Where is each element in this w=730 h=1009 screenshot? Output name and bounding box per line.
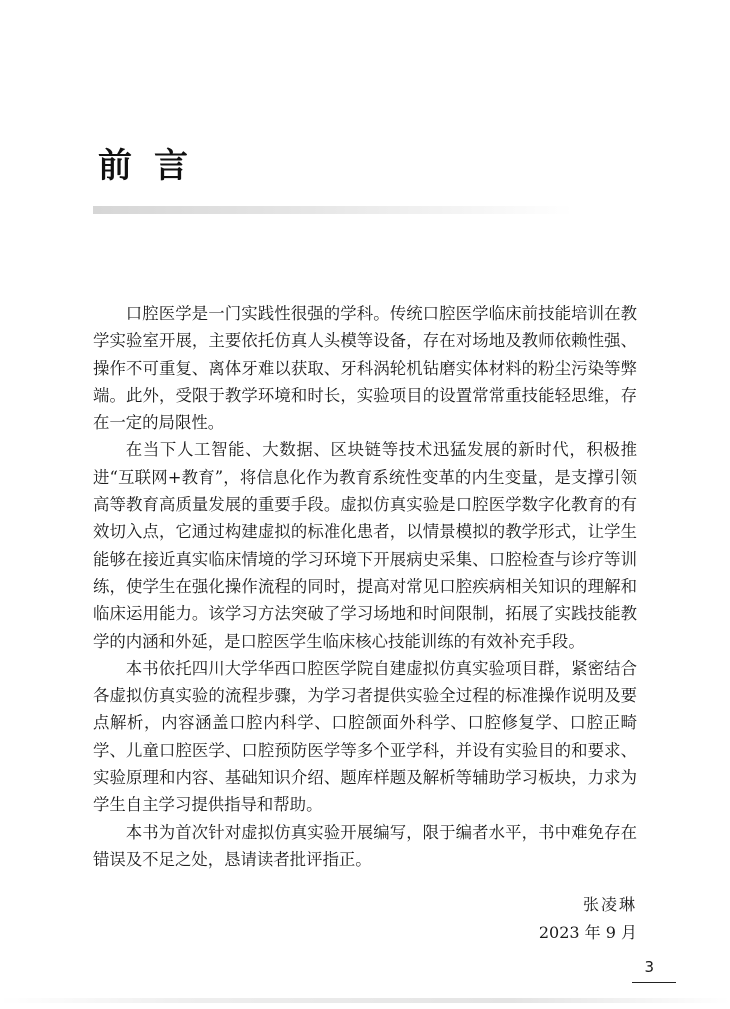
author-signature: 张凌琳 — [582, 895, 637, 914]
page-title: 前言 — [98, 146, 210, 186]
footer-gradient-bar — [0, 998, 730, 1003]
paragraph-1: 口腔医学是一门实践性很强的学科。传统口腔医学临床前技能培训在教学实验室开展，主要依托仿真人头模等设备，存在对场地及教师依赖性强、操作不可重复、离体牙难以获取、牙科涡轮机钻磨实体材料的粉尘污染等弊端。此外，受限于教学环境和时长，实验项目的设置常常重技能轻思维，存在一定的局限性。 — [93, 304, 637, 433]
page-number-rule — [632, 982, 676, 983]
paragraph-3: 本书依托四川大学华西口腔医学院自建虚拟仿真实验项目群，紧密结合各虚拟仿真实验的流程步骤，为学习者提供实验全过程的标准操作说明及要点解析，内容涵盖口腔内科学、口腔颌面外科学、口腔修复学、口腔正畸学、儿童口腔医学、口腔预防医学等多个亚学科，并设有实验目的和要求、实验原理和内容、基础知识介绍、题库样题及解析等辅助学习板块，力求为学生自主学习提供指导和帮助。 — [93, 658, 637, 815]
paragraph-2: 在当下人工智能、大数据、区块链等技术迅猛发展的新时代，积极推进“互联网+教育”，将信息化作为教育系统性变革的内生变量，是支撑引领高等教育高质量发展的重要手段。虚拟仿真实验是口腔医学数字化教育的有效切入点，它通过构建虚拟的标准化患者，以情景模拟的教学形式，让学生能够在接近真实临床情境的学习环境下开展病史采集、口腔检查与诊疗等训练，使学生在强化操作流程的同时，提高对常见口腔疾病相关知识的理解和临床运用能力。该学习方法突破了学习场地和时间限制，拓展了实践技能教学的内涵和外延，是口腔医学生临床核心技能训练的有效补充手段。 — [93, 440, 637, 651]
title-underline-bar — [93, 206, 573, 214]
page-number: 3 — [644, 958, 654, 976]
signature-date: 2023 年 9 月 — [538, 923, 637, 942]
preface-body — [93, 300, 637, 873]
paragraph-4: 本书为首次针对虚拟仿真实验开展编写，限于编者水平，书中难免存在错误及不足之处，恳请读者批评指正。 — [93, 822, 637, 869]
